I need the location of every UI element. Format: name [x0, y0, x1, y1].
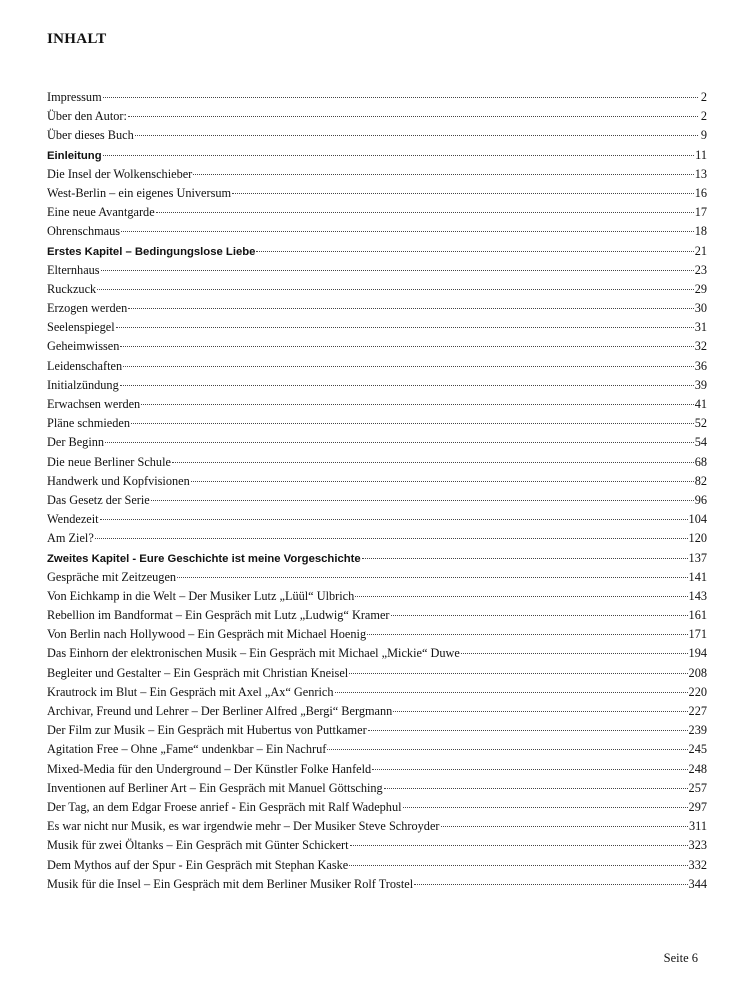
toc-entry-page-number: 141 [688, 569, 707, 584]
toc-entry-page-number: 54 [694, 435, 707, 450]
toc-entry-title: Die neue Berliner Schule [47, 454, 171, 469]
toc-entry-title: Über dieses Buch [47, 128, 134, 143]
toc-entry-title: Die Insel der Wolkenschieber [47, 166, 193, 181]
toc-entry-title: Ohrenschmaus [47, 224, 121, 239]
toc-entry[interactable] [47, 491, 707, 510]
toc-entry[interactable] [47, 875, 707, 894]
toc-entry-page-number: 96 [694, 492, 707, 507]
toc-entry[interactable] [47, 644, 707, 663]
toc-entry[interactable] [47, 107, 707, 126]
toc-entry[interactable] [47, 184, 707, 203]
toc-entry-page-number: 245 [688, 742, 707, 757]
toc-entry[interactable] [47, 625, 707, 644]
toc-entry-page-number: 11 [695, 147, 707, 162]
toc-entry-page-number: 2 [700, 90, 707, 104]
toc-entry-title: Der Tag, an dem Edgar Froese anrief - Ein Gespräch mit Ralf Wadephul [47, 799, 402, 814]
toc-dot-leader [121, 230, 694, 232]
toc-entry[interactable] [47, 222, 707, 241]
toc-entry[interactable] [47, 126, 707, 145]
toc-entry[interactable] [47, 529, 707, 548]
toc-entry-page-number: 39 [694, 377, 707, 392]
toc-entry-title: Der Film zur Musik – Ein Gespräch mit Hubertus von Puttkamer [47, 723, 367, 738]
toc-entry[interactable] [47, 510, 707, 529]
toc-entry-title: Krautrock im Blut – Ein Gespräch mit Axel „Ax“ Genrich [47, 684, 334, 699]
toc-dot-leader [128, 115, 698, 117]
toc-dot-leader [350, 844, 688, 846]
toc-entry-page-number: 16 [694, 185, 707, 200]
toc-dot-leader [128, 307, 693, 309]
toc-entry-page-number: 32 [694, 339, 707, 354]
toc-dot-leader [232, 192, 694, 194]
toc-entry-title: Archivar, Freund und Lehrer – Der Berliner Alfred „Bergi“ Bergmann [47, 704, 393, 718]
toc-entry-page-number: 2 [700, 109, 707, 124]
toc-dot-leader [116, 326, 694, 328]
toc-entry-page-number: 257 [688, 780, 707, 795]
toc-entry-title: Handwerk und Kopfvisionen [47, 473, 190, 488]
toc-entry[interactable] [47, 606, 707, 625]
toc-entry-title: Seelenspiegel [47, 320, 115, 335]
toc-entry-page-number: 41 [694, 397, 707, 411]
toc-entry[interactable] [47, 549, 707, 568]
toc-entry[interactable] [47, 856, 707, 875]
toc-entry[interactable] [47, 779, 707, 798]
toc-entry-title: Rebellion im Bandformat – Ein Gespräch mit Lutz „Ludwig“ Kramer [47, 608, 390, 623]
toc-entry-title: Gespräche mit Zeitzeugen [47, 569, 177, 584]
toc-dot-leader [156, 211, 694, 213]
toc-entry-title: Erwachsen werden [47, 397, 141, 411]
toc-entry-title: Von Berlin nach Hollywood – Ein Gespräch mit Michael Hoenig [47, 627, 367, 642]
toc-entry[interactable] [47, 414, 707, 433]
toc-entry-page-number: 36 [694, 358, 707, 373]
toc-dot-leader [97, 288, 694, 290]
toc-entry-title: Inventionen auf Berliner Art – Ein Gespräch mit Manuel Göttsching [47, 780, 383, 795]
toc-entry[interactable] [47, 702, 707, 721]
toc-dot-leader [193, 173, 693, 175]
toc-dot-leader [123, 365, 694, 367]
toc-dot-leader [327, 748, 687, 750]
toc-entry-page-number: 344 [688, 876, 707, 891]
toc-dot-leader [95, 537, 688, 539]
toc-entry[interactable] [47, 798, 707, 817]
toc-entry-title: Von Eichkamp in die Welt – Der Musiker Lutz „Lüül“ Ulbrich [47, 588, 355, 603]
toc-dot-leader [441, 825, 689, 827]
toc-entry-title: Geheimwissen [47, 339, 120, 354]
toc-entry-page-number: 120 [688, 531, 707, 546]
toc-entry-page-number: 311 [689, 819, 707, 834]
toc-dot-leader [120, 345, 693, 347]
toc-dot-leader [131, 422, 694, 424]
toc-entry[interactable] [47, 568, 707, 587]
toc-entry[interactable] [47, 318, 707, 337]
toc-dot-leader [141, 403, 693, 405]
toc-entry[interactable] [47, 433, 707, 452]
toc-entry-title: Es war nicht nur Musik, es war irgendwie mehr – Der Musiker Steve Schroyder [47, 819, 440, 834]
toc-dot-leader [367, 633, 687, 635]
toc-dot-leader [372, 768, 687, 770]
toc-entry-page-number: 248 [688, 761, 707, 776]
toc-entry[interactable] [47, 453, 707, 472]
toc-entry-title: Initialzündung [47, 377, 119, 392]
toc-entry[interactable] [47, 395, 707, 414]
toc-dot-leader [391, 614, 688, 616]
toc-entry[interactable] [47, 357, 707, 376]
toc-dot-leader [256, 250, 693, 252]
toc-entry-title: Erzogen werden [47, 301, 128, 316]
toc-entry-page-number: 17 [694, 205, 707, 220]
toc-entry-title: West-Berlin – ein eigenes Universum [47, 185, 232, 200]
toc-dot-leader [393, 710, 687, 712]
toc-entry-page-number: 323 [688, 838, 707, 853]
toc-dot-leader [172, 461, 694, 463]
toc-entry-page-number: 208 [688, 665, 707, 680]
toc-entry-page-number: 220 [688, 684, 707, 699]
toc-dot-leader [461, 652, 688, 654]
toc-entry-page-number: 13 [694, 166, 707, 181]
toc-dot-leader [403, 806, 688, 808]
toc-dot-leader [355, 595, 687, 597]
toc-entry[interactable] [47, 88, 707, 107]
toc-entry[interactable] [47, 664, 707, 683]
toc-dot-leader [151, 499, 694, 501]
toc-entry[interactable] [47, 337, 707, 356]
toc-entry-title: Musik für zwei Öltanks – Ein Gespräch mit Günter Schickert [47, 838, 349, 853]
toc-dot-leader [362, 557, 688, 559]
toc-dot-leader [101, 269, 694, 271]
toc-entry-title: Begleiter und Gestalter – Ein Gespräch mit Christian Kneisel [47, 665, 349, 680]
toc-entry-page-number: 297 [688, 799, 707, 814]
toc-entry-title: Eine neue Avantgarde [47, 205, 155, 220]
toc-entry-title: Über den Autor: [47, 109, 127, 124]
toc-entry-page-number: 194 [688, 646, 707, 661]
toc-entry-title: Agitation Free – Ohne „Fame“ undenkbar – Ein Nachruf [47, 742, 327, 757]
toc-entry-title: Ruckzuck [47, 281, 97, 296]
toc-entry-page-number: 104 [688, 512, 707, 527]
toc-dot-leader [135, 134, 698, 136]
toc-entry[interactable] [47, 740, 707, 759]
toc-entry[interactable] [47, 299, 707, 318]
toc-entry-title: Impressum [47, 90, 102, 104]
toc-dot-leader [349, 864, 687, 866]
toc-entry-title: Elternhaus [47, 262, 100, 277]
toc-dot-leader [105, 441, 694, 443]
toc-entry-page-number: 332 [688, 857, 707, 872]
toc-entry[interactable] [47, 836, 707, 855]
toc-entry-title: Leidenschaften [47, 358, 123, 373]
toc-entry[interactable] [47, 760, 707, 779]
toc-entry[interactable] [47, 165, 707, 184]
toc-entry-page-number: 82 [694, 473, 707, 488]
toc-entry-page-number: 143 [688, 588, 707, 603]
toc-entry[interactable] [47, 683, 707, 702]
toc-entry[interactable] [47, 817, 707, 836]
toc-entry-page-number: 171 [688, 627, 707, 642]
toc-entry-title: Am Ziel? [47, 531, 94, 546]
toc-entry[interactable] [47, 472, 707, 491]
toc-entry-page-number: 29 [694, 281, 707, 296]
toc-dot-leader [335, 691, 688, 693]
toc-entry-page-number: 23 [694, 262, 707, 277]
toc-entry[interactable] [47, 587, 707, 606]
toc-dot-leader [120, 384, 694, 386]
toc-dot-leader [103, 154, 695, 156]
toc-entry-page-number: 137 [688, 550, 707, 565]
toc-entry-page-number: 227 [688, 704, 707, 718]
toc-dot-leader [191, 480, 694, 482]
toc-entry-page-number: 31 [694, 320, 707, 335]
page-number-footer: Seite 6 [663, 951, 698, 965]
toc-entry[interactable] [47, 376, 707, 395]
toc-entry-page-number: 52 [694, 416, 707, 431]
toc-entry[interactable] [47, 261, 707, 280]
toc-entry-page-number: 239 [688, 723, 707, 738]
toc-entry-title: Zweites Kapitel - Eure Geschichte ist meine Vorgeschichte [47, 552, 361, 565]
toc-dot-leader [349, 672, 687, 674]
toc-entry-page-number: 30 [694, 301, 707, 316]
toc-entry[interactable] [47, 280, 707, 299]
toc-dot-leader [414, 883, 687, 885]
table-of-contents [47, 88, 707, 894]
toc-entry-title: Dem Mythos auf der Spur - Ein Gespräch mit Stephan Kaske [47, 857, 349, 872]
toc-entry-title: Musik für die Insel – Ein Gespräch mit dem Berliner Musiker Rolf Trostel [47, 876, 414, 891]
toc-entry-title: Erstes Kapitel – Bedingungslose Liebe [47, 245, 256, 258]
toc-entry[interactable] [47, 721, 707, 740]
toc-dot-leader [103, 96, 698, 98]
toc-entry-page-number: 18 [694, 224, 707, 239]
toc-dot-leader [100, 518, 688, 520]
toc-entry-page-number: 68 [694, 454, 707, 469]
toc-entry[interactable] [47, 203, 707, 222]
toc-entry-title: Das Einhorn der elektronischen Musik – Ein Gespräch mit Michael „Mickie“ Duwe [47, 646, 460, 661]
toc-entry-title: Pläne schmieden [47, 416, 130, 431]
toc-entry-title: Mixed-Media für den Underground – Der Künstler Folke Hanfeld [47, 761, 372, 776]
page-title: INHALT [47, 31, 107, 47]
toc-entry[interactable] [47, 146, 707, 165]
toc-entry-title: Wendezeit [47, 512, 99, 527]
toc-entry-page-number: 161 [688, 608, 707, 623]
toc-dot-leader [368, 729, 688, 731]
toc-entry-page-number: 9 [700, 128, 707, 143]
toc-dot-leader [177, 576, 687, 578]
toc-entry-page-number: 21 [694, 243, 707, 258]
toc-entry-title: Das Gesetz der Serie [47, 492, 150, 507]
toc-dot-leader [384, 787, 688, 789]
toc-entry-title: Der Beginn [47, 435, 105, 450]
toc-entry-title: Einleitung [47, 149, 102, 162]
toc-entry[interactable] [47, 242, 707, 261]
